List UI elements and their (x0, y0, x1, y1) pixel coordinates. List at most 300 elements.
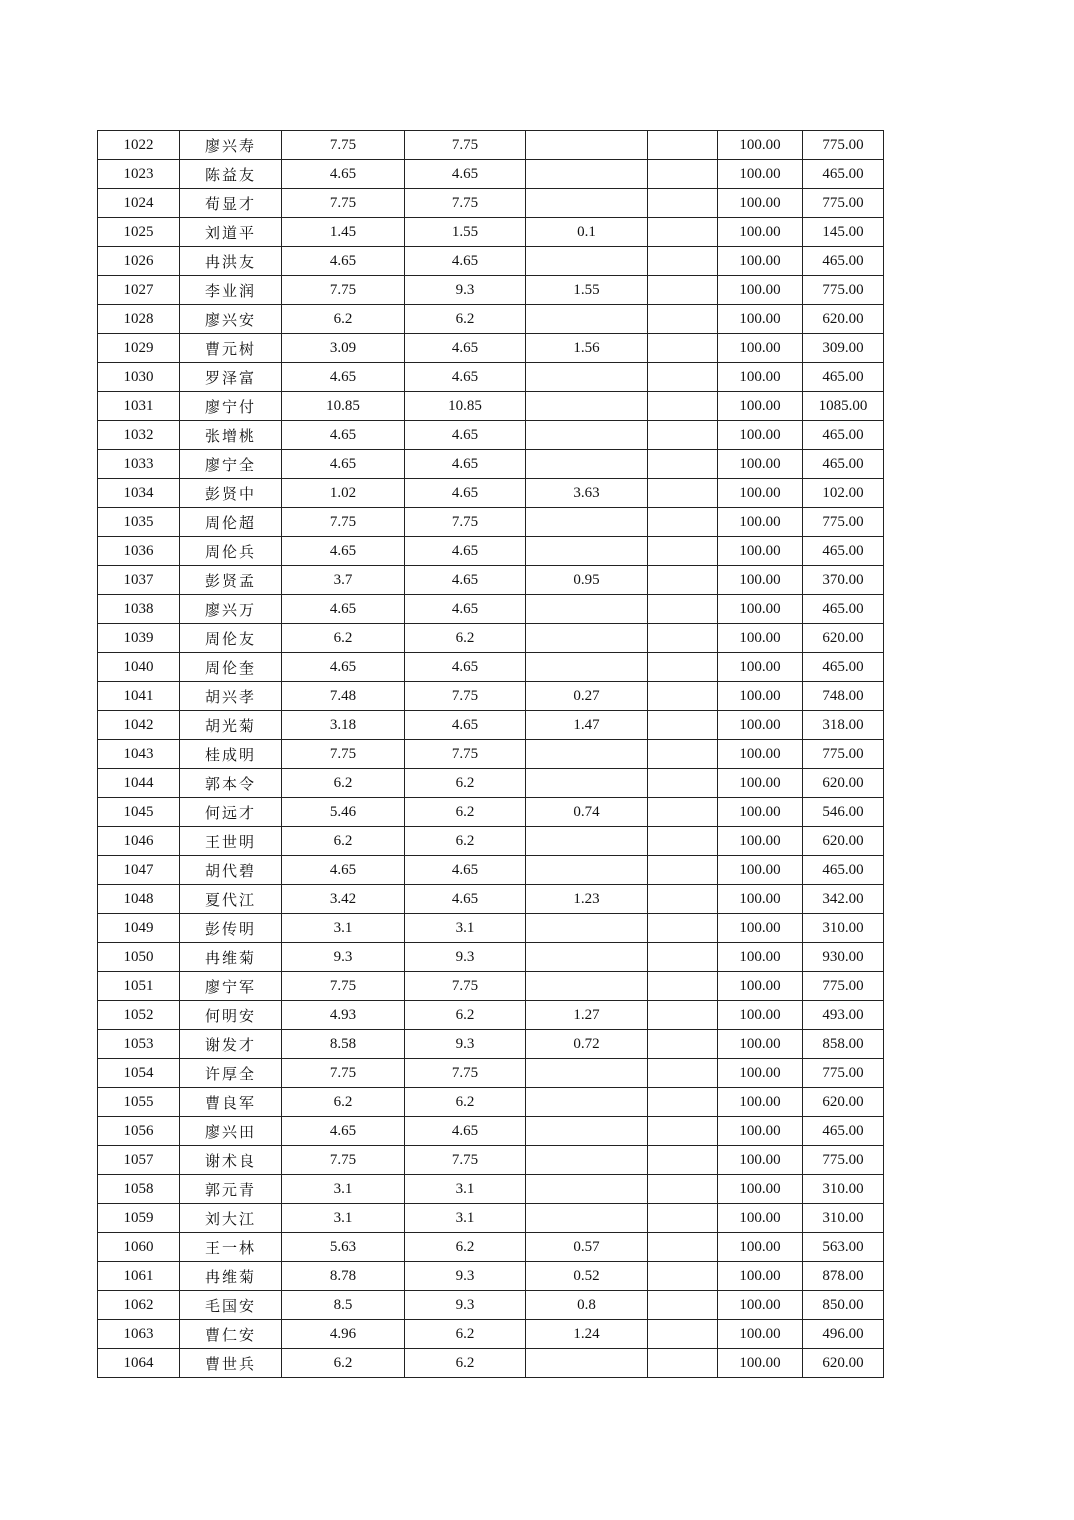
amount-cell: 620.00 (803, 624, 884, 653)
name-cell: 胡代碧 (180, 856, 282, 885)
blank-cell (648, 885, 718, 914)
value-b-cell: 3.1 (405, 1175, 526, 1204)
rate-cell: 100.00 (718, 334, 803, 363)
blank-cell (648, 247, 718, 276)
name-cell: 夏代江 (180, 885, 282, 914)
diff-cell: 0.57 (526, 1233, 648, 1262)
name-cell: 廖宁付 (180, 392, 282, 421)
diff-cell (526, 856, 648, 885)
blank-cell (648, 537, 718, 566)
value-b-cell: 1.55 (405, 218, 526, 247)
amount-cell: 775.00 (803, 276, 884, 305)
amount-cell: 1085.00 (803, 392, 884, 421)
row-id-cell: 1064 (98, 1349, 180, 1378)
table-row (98, 769, 884, 798)
diff-cell (526, 943, 648, 972)
name-cell: 毛国安 (180, 1291, 282, 1320)
amount-cell: 850.00 (803, 1291, 884, 1320)
table-row (98, 914, 884, 943)
value-a-cell: 5.63 (282, 1233, 405, 1262)
amount-cell: 775.00 (803, 508, 884, 537)
row-id-cell: 1054 (98, 1059, 180, 1088)
amount-cell: 145.00 (803, 218, 884, 247)
rate-cell: 100.00 (718, 189, 803, 218)
blank-cell (648, 189, 718, 218)
blank-cell (648, 508, 718, 537)
blank-cell (648, 740, 718, 769)
amount-cell: 465.00 (803, 537, 884, 566)
value-a-cell: 3.09 (282, 334, 405, 363)
value-b-cell: 4.65 (405, 711, 526, 740)
blank-cell (648, 566, 718, 595)
row-id-cell: 1023 (98, 160, 180, 189)
name-cell: 郭元青 (180, 1175, 282, 1204)
blank-cell (648, 914, 718, 943)
rate-cell: 100.00 (718, 1291, 803, 1320)
value-b-cell: 9.3 (405, 1291, 526, 1320)
row-id-cell: 1030 (98, 363, 180, 392)
rate-cell: 100.00 (718, 1001, 803, 1030)
table-row (98, 653, 884, 682)
value-b-cell: 4.65 (405, 885, 526, 914)
value-a-cell: 10.85 (282, 392, 405, 421)
value-b-cell: 4.65 (405, 421, 526, 450)
rate-cell: 100.00 (718, 276, 803, 305)
rate-cell: 100.00 (718, 595, 803, 624)
amount-cell: 465.00 (803, 856, 884, 885)
amount-cell: 342.00 (803, 885, 884, 914)
amount-cell: 775.00 (803, 1059, 884, 1088)
value-a-cell: 7.75 (282, 1059, 405, 1088)
table-row (98, 305, 884, 334)
name-cell: 胡光菊 (180, 711, 282, 740)
value-a-cell: 4.65 (282, 247, 405, 276)
value-a-cell: 7.48 (282, 682, 405, 711)
amount-cell: 465.00 (803, 653, 884, 682)
rate-cell: 100.00 (718, 711, 803, 740)
rate-cell: 100.00 (718, 972, 803, 1001)
value-b-cell: 7.75 (405, 508, 526, 537)
amount-cell: 775.00 (803, 131, 884, 160)
name-cell: 廖兴寿 (180, 131, 282, 160)
table-row (98, 392, 884, 421)
amount-cell: 748.00 (803, 682, 884, 711)
value-b-cell: 9.3 (405, 1262, 526, 1291)
value-b-cell: 6.2 (405, 624, 526, 653)
value-a-cell: 3.18 (282, 711, 405, 740)
table-row (98, 1320, 884, 1349)
diff-cell (526, 769, 648, 798)
blank-cell (648, 1030, 718, 1059)
diff-cell (526, 363, 648, 392)
name-cell: 周伦友 (180, 624, 282, 653)
value-a-cell: 3.1 (282, 1175, 405, 1204)
table-row (98, 1233, 884, 1262)
blank-cell (648, 653, 718, 682)
table-row (98, 885, 884, 914)
name-cell: 彭贤中 (180, 479, 282, 508)
row-id-cell: 1025 (98, 218, 180, 247)
value-b-cell: 9.3 (405, 1030, 526, 1059)
table-row (98, 1146, 884, 1175)
blank-cell (648, 856, 718, 885)
value-a-cell: 6.2 (282, 624, 405, 653)
diff-cell: 1.27 (526, 1001, 648, 1030)
row-id-cell: 1034 (98, 479, 180, 508)
row-id-cell: 1050 (98, 943, 180, 972)
amount-cell: 310.00 (803, 1204, 884, 1233)
blank-cell (648, 595, 718, 624)
diff-cell: 1.24 (526, 1320, 648, 1349)
row-id-cell: 1031 (98, 392, 180, 421)
diff-cell (526, 740, 648, 769)
diff-cell (526, 305, 648, 334)
table-row (98, 218, 884, 247)
rate-cell: 100.00 (718, 914, 803, 943)
row-id-cell: 1062 (98, 1291, 180, 1320)
diff-cell: 0.27 (526, 682, 648, 711)
row-id-cell: 1058 (98, 1175, 180, 1204)
diff-cell: 1.56 (526, 334, 648, 363)
row-id-cell: 1059 (98, 1204, 180, 1233)
rate-cell: 100.00 (718, 160, 803, 189)
name-cell: 曹世兵 (180, 1349, 282, 1378)
name-cell: 廖兴安 (180, 305, 282, 334)
blank-cell (648, 1001, 718, 1030)
rate-cell: 100.00 (718, 392, 803, 421)
value-a-cell: 1.02 (282, 479, 405, 508)
amount-cell: 620.00 (803, 305, 884, 334)
value-b-cell: 7.75 (405, 740, 526, 769)
rate-cell: 100.00 (718, 682, 803, 711)
table-row (98, 160, 884, 189)
blank-cell (648, 1320, 718, 1349)
rate-cell: 100.00 (718, 653, 803, 682)
rate-cell: 100.00 (718, 1059, 803, 1088)
rate-cell: 100.00 (718, 1117, 803, 1146)
rate-cell: 100.00 (718, 1349, 803, 1378)
rate-cell: 100.00 (718, 421, 803, 450)
name-cell: 许厚全 (180, 1059, 282, 1088)
table-row (98, 1088, 884, 1117)
table-row (98, 1291, 884, 1320)
row-id-cell: 1028 (98, 305, 180, 334)
diff-cell: 3.63 (526, 479, 648, 508)
row-id-cell: 1033 (98, 450, 180, 479)
value-b-cell: 10.85 (405, 392, 526, 421)
value-b-cell: 7.75 (405, 1146, 526, 1175)
rate-cell: 100.00 (718, 537, 803, 566)
diff-cell (526, 450, 648, 479)
value-b-cell: 6.2 (405, 769, 526, 798)
rate-cell: 100.00 (718, 508, 803, 537)
table-row (98, 508, 884, 537)
name-cell: 李业润 (180, 276, 282, 305)
value-a-cell: 7.75 (282, 740, 405, 769)
row-id-cell: 1043 (98, 740, 180, 769)
amount-cell: 620.00 (803, 1088, 884, 1117)
value-b-cell: 4.65 (405, 479, 526, 508)
table-row (98, 421, 884, 450)
blank-cell (648, 798, 718, 827)
table-row (98, 682, 884, 711)
amount-cell: 496.00 (803, 1320, 884, 1349)
table-row (98, 131, 884, 160)
value-b-cell: 6.2 (405, 1349, 526, 1378)
row-id-cell: 1051 (98, 972, 180, 1001)
table-row (98, 624, 884, 653)
value-b-cell: 7.75 (405, 131, 526, 160)
value-a-cell: 4.65 (282, 450, 405, 479)
diff-cell (526, 392, 648, 421)
row-id-cell: 1022 (98, 131, 180, 160)
amount-cell: 620.00 (803, 769, 884, 798)
rate-cell: 100.00 (718, 885, 803, 914)
diff-cell (526, 537, 648, 566)
name-cell: 廖宁全 (180, 450, 282, 479)
row-id-cell: 1049 (98, 914, 180, 943)
value-a-cell: 7.75 (282, 131, 405, 160)
row-id-cell: 1047 (98, 856, 180, 885)
amount-cell: 465.00 (803, 421, 884, 450)
name-cell: 罗泽富 (180, 363, 282, 392)
row-id-cell: 1036 (98, 537, 180, 566)
rate-cell: 100.00 (718, 1146, 803, 1175)
diff-cell (526, 827, 648, 856)
value-a-cell: 7.75 (282, 508, 405, 537)
value-b-cell: 4.65 (405, 856, 526, 885)
value-b-cell: 4.65 (405, 595, 526, 624)
amount-cell: 465.00 (803, 595, 884, 624)
name-cell: 谢术良 (180, 1146, 282, 1175)
rate-cell: 100.00 (718, 479, 803, 508)
blank-cell (648, 421, 718, 450)
value-b-cell: 4.65 (405, 247, 526, 276)
row-id-cell: 1037 (98, 566, 180, 595)
value-a-cell: 8.78 (282, 1262, 405, 1291)
value-a-cell: 4.65 (282, 421, 405, 450)
rate-cell: 100.00 (718, 1175, 803, 1204)
table-row (98, 276, 884, 305)
amount-cell: 310.00 (803, 914, 884, 943)
diff-cell (526, 1175, 648, 1204)
blank-cell (648, 305, 718, 334)
name-cell: 彭贤孟 (180, 566, 282, 595)
name-cell: 何远才 (180, 798, 282, 827)
row-id-cell: 1044 (98, 769, 180, 798)
name-cell: 冉维菊 (180, 1262, 282, 1291)
blank-cell (648, 1146, 718, 1175)
blank-cell (648, 218, 718, 247)
row-id-cell: 1035 (98, 508, 180, 537)
amount-cell: 546.00 (803, 798, 884, 827)
value-b-cell: 6.2 (405, 1233, 526, 1262)
name-cell: 胡兴孝 (180, 682, 282, 711)
name-cell: 荀显才 (180, 189, 282, 218)
rate-cell: 100.00 (718, 131, 803, 160)
diff-cell (526, 1204, 648, 1233)
value-a-cell: 4.65 (282, 160, 405, 189)
name-cell: 郭本令 (180, 769, 282, 798)
value-b-cell: 7.75 (405, 189, 526, 218)
value-a-cell: 6.2 (282, 827, 405, 856)
value-b-cell: 4.65 (405, 653, 526, 682)
row-id-cell: 1053 (98, 1030, 180, 1059)
row-id-cell: 1029 (98, 334, 180, 363)
name-cell: 彭传明 (180, 914, 282, 943)
value-a-cell: 4.96 (282, 1320, 405, 1349)
value-a-cell: 3.1 (282, 914, 405, 943)
amount-cell: 563.00 (803, 1233, 884, 1262)
amount-cell: 102.00 (803, 479, 884, 508)
diff-cell: 0.1 (526, 218, 648, 247)
value-a-cell: 7.75 (282, 1146, 405, 1175)
blank-cell (648, 624, 718, 653)
value-b-cell: 6.2 (405, 1001, 526, 1030)
rate-cell: 100.00 (718, 740, 803, 769)
table-row (98, 1349, 884, 1378)
table-row (98, 711, 884, 740)
row-id-cell: 1060 (98, 1233, 180, 1262)
row-id-cell: 1046 (98, 827, 180, 856)
blank-cell (648, 363, 718, 392)
name-cell: 桂成明 (180, 740, 282, 769)
table-row (98, 537, 884, 566)
diff-cell (526, 421, 648, 450)
rate-cell: 100.00 (718, 1030, 803, 1059)
amount-cell: 370.00 (803, 566, 884, 595)
name-cell: 谢发才 (180, 1030, 282, 1059)
blank-cell (648, 769, 718, 798)
value-a-cell: 3.42 (282, 885, 405, 914)
name-cell: 廖宁军 (180, 972, 282, 1001)
amount-cell: 465.00 (803, 450, 884, 479)
value-a-cell: 4.65 (282, 595, 405, 624)
diff-cell (526, 972, 648, 1001)
row-id-cell: 1056 (98, 1117, 180, 1146)
row-id-cell: 1061 (98, 1262, 180, 1291)
value-b-cell: 9.3 (405, 943, 526, 972)
table-row (98, 972, 884, 1001)
rate-cell: 100.00 (718, 1088, 803, 1117)
blank-cell (648, 1291, 718, 1320)
rate-cell: 100.00 (718, 1233, 803, 1262)
value-a-cell: 8.58 (282, 1030, 405, 1059)
rate-cell: 100.00 (718, 827, 803, 856)
row-id-cell: 1048 (98, 885, 180, 914)
rate-cell: 100.00 (718, 769, 803, 798)
value-b-cell: 4.65 (405, 1117, 526, 1146)
value-b-cell: 7.75 (405, 682, 526, 711)
blank-cell (648, 682, 718, 711)
blank-cell (648, 1204, 718, 1233)
row-id-cell: 1055 (98, 1088, 180, 1117)
value-b-cell: 4.65 (405, 537, 526, 566)
rate-cell: 100.00 (718, 363, 803, 392)
blank-cell (648, 711, 718, 740)
amount-cell: 465.00 (803, 160, 884, 189)
table-row (98, 247, 884, 276)
table-body (98, 131, 884, 1378)
value-b-cell: 6.2 (405, 1088, 526, 1117)
value-b-cell: 6.2 (405, 798, 526, 827)
row-id-cell: 1041 (98, 682, 180, 711)
row-id-cell: 1063 (98, 1320, 180, 1349)
name-cell: 王一林 (180, 1233, 282, 1262)
value-a-cell: 4.93 (282, 1001, 405, 1030)
diff-cell: 0.72 (526, 1030, 648, 1059)
table-row (98, 1117, 884, 1146)
diff-cell: 0.95 (526, 566, 648, 595)
diff-cell: 0.8 (526, 1291, 648, 1320)
name-cell: 廖兴田 (180, 1117, 282, 1146)
table-row (98, 595, 884, 624)
amount-cell: 775.00 (803, 740, 884, 769)
blank-cell (648, 479, 718, 508)
value-b-cell: 6.2 (405, 305, 526, 334)
amount-cell: 465.00 (803, 247, 884, 276)
rate-cell: 100.00 (718, 450, 803, 479)
blank-cell (648, 1349, 718, 1378)
blank-cell (648, 334, 718, 363)
rate-cell: 100.00 (718, 1262, 803, 1291)
blank-cell (648, 943, 718, 972)
value-b-cell: 4.65 (405, 160, 526, 189)
diff-cell (526, 1349, 648, 1378)
data-table (97, 130, 884, 1378)
rate-cell: 100.00 (718, 943, 803, 972)
amount-cell: 465.00 (803, 1117, 884, 1146)
value-a-cell: 5.46 (282, 798, 405, 827)
value-a-cell: 3.7 (282, 566, 405, 595)
table-row (98, 1030, 884, 1059)
rate-cell: 100.00 (718, 218, 803, 247)
diff-cell (526, 595, 648, 624)
name-cell: 刘大江 (180, 1204, 282, 1233)
diff-cell (526, 189, 648, 218)
value-a-cell: 6.2 (282, 305, 405, 334)
value-a-cell: 9.3 (282, 943, 405, 972)
blank-cell (648, 1262, 718, 1291)
rate-cell: 100.00 (718, 566, 803, 595)
value-b-cell: 3.1 (405, 1204, 526, 1233)
row-id-cell: 1032 (98, 421, 180, 450)
table-row (98, 827, 884, 856)
amount-cell: 309.00 (803, 334, 884, 363)
row-id-cell: 1027 (98, 276, 180, 305)
blank-cell (648, 972, 718, 1001)
diff-cell (526, 1117, 648, 1146)
rate-cell: 100.00 (718, 305, 803, 334)
name-cell: 周伦奎 (180, 653, 282, 682)
row-id-cell: 1026 (98, 247, 180, 276)
row-id-cell: 1024 (98, 189, 180, 218)
blank-cell (648, 1233, 718, 1262)
diff-cell (526, 247, 648, 276)
value-b-cell: 3.1 (405, 914, 526, 943)
value-a-cell: 7.75 (282, 276, 405, 305)
table-row (98, 798, 884, 827)
row-id-cell: 1057 (98, 1146, 180, 1175)
value-b-cell: 6.2 (405, 1320, 526, 1349)
amount-cell: 620.00 (803, 1349, 884, 1378)
amount-cell: 930.00 (803, 943, 884, 972)
name-cell: 张增桃 (180, 421, 282, 450)
row-id-cell: 1038 (98, 595, 180, 624)
name-cell: 冉洪友 (180, 247, 282, 276)
rate-cell: 100.00 (718, 247, 803, 276)
value-b-cell: 4.65 (405, 363, 526, 392)
